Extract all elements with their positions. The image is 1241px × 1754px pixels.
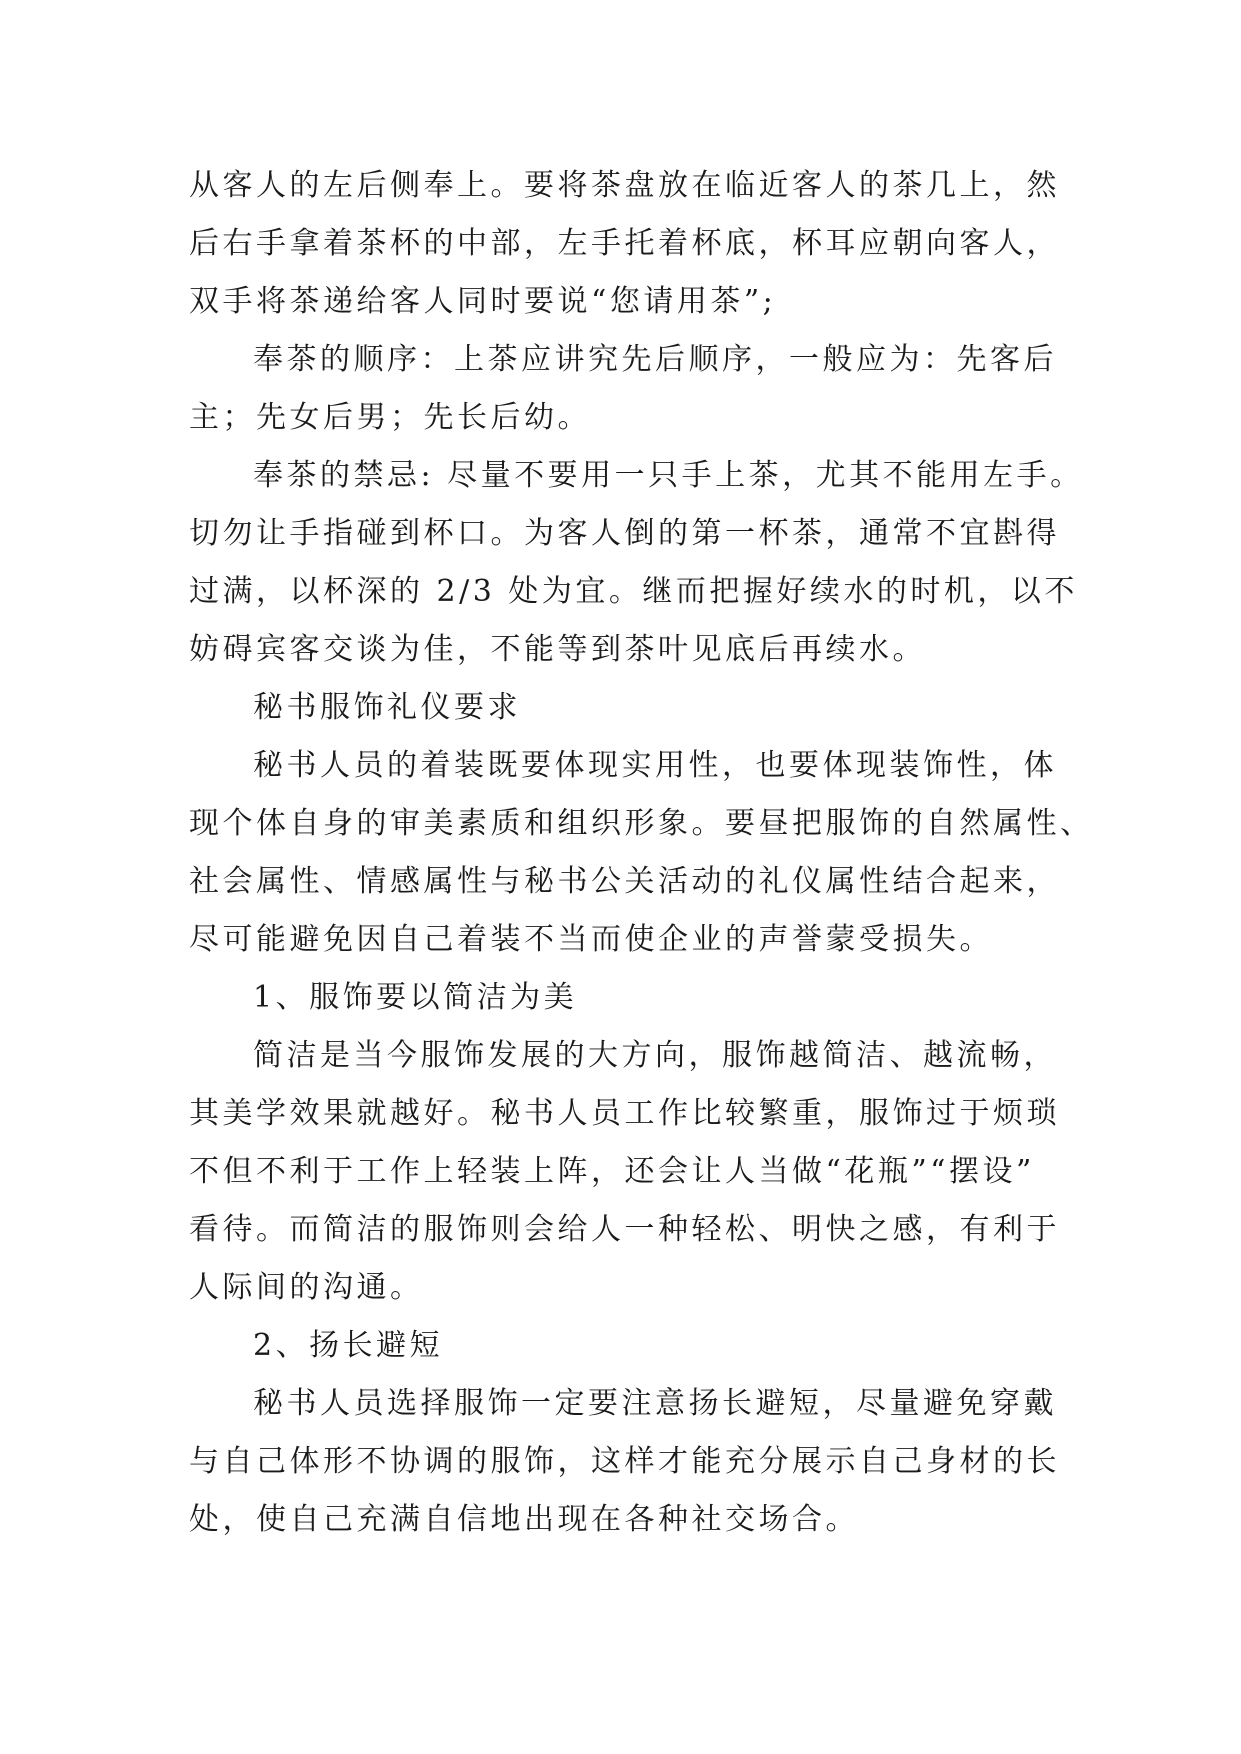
text-line: 社会属性、情感属性与秘书公关活动的礼仪属性结合起来， bbox=[189, 864, 1060, 899]
text-line: 双手将茶递给客人同时要说“您请用茶”; bbox=[189, 284, 777, 319]
text-line: 过满，以杯深的 2/3 处为宜。继而把握好续水的时机，以不 bbox=[189, 574, 1078, 609]
subsection-heading: 2、扬长避短 bbox=[253, 1328, 444, 1363]
text-line: 其美学效果就越好。秘书人员工作比较繁重，服饰过于烦琐 bbox=[189, 1096, 1060, 1131]
text-line: 从客人的左后侧奉上。要将茶盘放在临近客人的茶几上，然 bbox=[189, 168, 1060, 203]
text-line: 尽可能避免因自己着装不当而使企业的声誉蒙受损失。 bbox=[189, 922, 993, 957]
text-line: 处，使自己充满自信地出现在各种社交场合。 bbox=[189, 1502, 859, 1537]
text-line: 人际间的沟通。 bbox=[189, 1270, 424, 1305]
text-line: 妨碍宾客交谈为佳，不能等到茶叶见底后再续水。 bbox=[189, 632, 926, 667]
text-line: 主；先女后男；先长后幼。 bbox=[189, 400, 591, 435]
paragraph-start-line: 简洁是当今服饰发展的大方向，服饰越简洁、越流畅， bbox=[253, 1038, 1057, 1073]
subsection-heading: 1、服饰要以简洁为美 bbox=[253, 980, 578, 1015]
text-line: 与自己体形不协调的服饰，这样才能充分展示自己身材的长 bbox=[189, 1444, 1060, 1479]
text-line: 不但不利于工作上轻装上阵，还会让人当做“花瓶”“摆设” bbox=[189, 1154, 1035, 1189]
paragraph-start-line: 秘书人员选择服饰一定要注意扬长避短，尽量避免穿戴 bbox=[253, 1386, 1057, 1421]
document-body bbox=[189, 157, 1094, 1549]
paragraph-start-line: 秘书人员的着装既要体现实用性，也要体现装饰性，体 bbox=[253, 748, 1057, 783]
text-line: 看待。而简洁的服饰则会给人一种轻松、明快之感，有利于 bbox=[189, 1212, 1060, 1247]
text-line: 现个体自身的审美素质和组织形象。要昼把服饰的自然属性、 bbox=[189, 806, 1094, 841]
paragraph-start-line: 奉茶的顺序：上茶应讲究先后顺序，一般应为：先客后 bbox=[253, 342, 1057, 377]
paragraph-start-line: 奉茶的禁忌: 尽量不要用一只手上茶，尤其不能用左手。 bbox=[253, 458, 1084, 493]
text-line: 后右手拿着茶杯的中部，左手托着杯底，杯耳应朝向客人， bbox=[189, 226, 1060, 261]
section-heading: 秘书服饰礼仪要求 bbox=[253, 690, 521, 725]
text-line: 切勿让手指碰到杯口。为客人倒的第一杯茶，通常不宜斟得 bbox=[189, 516, 1060, 551]
